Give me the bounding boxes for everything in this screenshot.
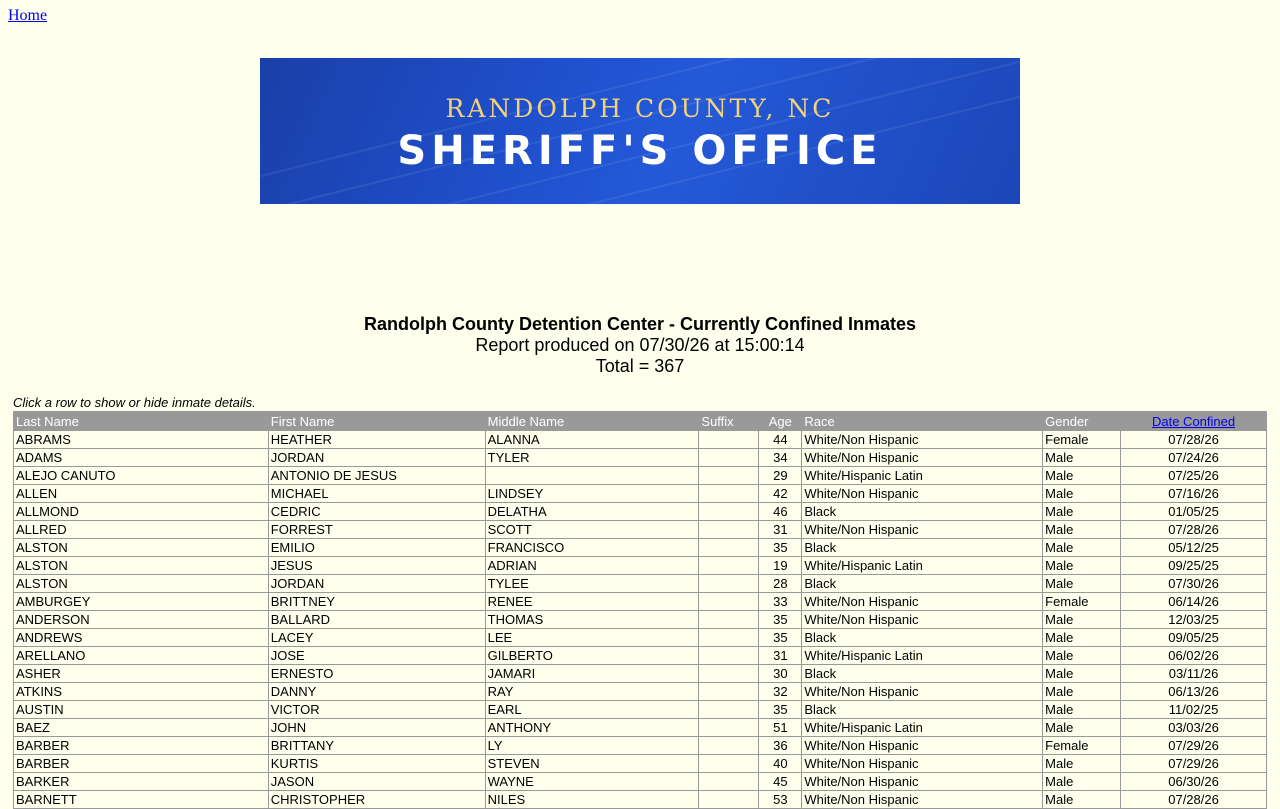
cell-gender: Male <box>1043 611 1121 629</box>
cell-first-name: KURTIS <box>268 755 485 773</box>
table-row[interactable] <box>14 539 1267 557</box>
cell-age: 28 <box>759 575 802 593</box>
table-row[interactable] <box>14 593 1267 611</box>
cell-last-name: ALSTON <box>14 557 269 575</box>
cell-date-confined: 09/25/25 <box>1121 557 1267 575</box>
cell-last-name: ANDERSON <box>14 611 269 629</box>
cell-middle-name: LINDSEY <box>485 485 699 503</box>
cell-race: White/Non Hispanic <box>802 773 1043 791</box>
cell-suffix <box>699 575 759 593</box>
cell-race: White/Non Hispanic <box>802 593 1043 611</box>
inmates-table-body <box>14 431 1267 809</box>
cell-suffix <box>699 773 759 791</box>
cell-middle-name: TYLER <box>485 449 699 467</box>
cell-date-confined: 07/29/26 <box>1121 737 1267 755</box>
report-produced: Report produced on 07/30/26 at 15:00:14 <box>475 335 805 355</box>
cell-gender: Male <box>1043 485 1121 503</box>
cell-first-name: VICTOR <box>268 701 485 719</box>
cell-age: 51 <box>759 719 802 737</box>
cell-gender: Female <box>1043 593 1121 611</box>
table-row[interactable] <box>14 521 1267 539</box>
cell-date-confined: 06/14/26 <box>1121 593 1267 611</box>
table-row[interactable] <box>14 611 1267 629</box>
cell-last-name: ALLEN <box>14 485 269 503</box>
cell-suffix <box>699 611 759 629</box>
cell-race: White/Hispanic Latin <box>802 647 1043 665</box>
cell-gender: Male <box>1043 503 1121 521</box>
cell-first-name: JESUS <box>268 557 485 575</box>
cell-gender: Male <box>1043 647 1121 665</box>
cell-date-confined: 07/24/26 <box>1121 449 1267 467</box>
cell-race: White/Hispanic Latin <box>802 557 1043 575</box>
table-row[interactable] <box>14 647 1267 665</box>
cell-age: 33 <box>759 593 802 611</box>
cell-gender: Male <box>1043 773 1121 791</box>
cell-date-confined: 07/28/26 <box>1121 521 1267 539</box>
cell-first-name: FORREST <box>268 521 485 539</box>
cell-age: 44 <box>759 431 802 449</box>
cell-suffix <box>699 683 759 701</box>
cell-date-confined: 07/28/26 <box>1121 431 1267 449</box>
cell-last-name: ATKINS <box>14 683 269 701</box>
cell-race: White/Non Hispanic <box>802 485 1043 503</box>
cell-race: White/Non Hispanic <box>802 755 1043 773</box>
inmates-table <box>13 411 1267 809</box>
cell-race: White/Hispanic Latin <box>802 719 1043 737</box>
cell-last-name: BARBER <box>14 755 269 773</box>
col-suffix: Suffix <box>699 412 759 431</box>
table-row[interactable] <box>14 575 1267 593</box>
cell-race: Black <box>802 665 1043 683</box>
cell-first-name: ANTONIO DE JESUS <box>268 467 485 485</box>
cell-age: 53 <box>759 791 802 809</box>
cell-middle-name: DELATHA <box>485 503 699 521</box>
cell-age: 35 <box>759 629 802 647</box>
cell-race: White/Hispanic Latin <box>802 467 1043 485</box>
cell-date-confined: 07/29/26 <box>1121 755 1267 773</box>
cell-date-confined: 09/05/25 <box>1121 629 1267 647</box>
cell-suffix <box>699 485 759 503</box>
cell-age: 46 <box>759 503 802 521</box>
cell-date-confined: 07/25/26 <box>1121 467 1267 485</box>
cell-race: Black <box>802 629 1043 647</box>
table-row[interactable] <box>14 629 1267 647</box>
col-date-confined <box>1121 412 1267 431</box>
table-row[interactable] <box>14 431 1267 449</box>
cell-first-name: JORDAN <box>268 449 485 467</box>
cell-race: Black <box>802 701 1043 719</box>
cell-last-name: ANDREWS <box>14 629 269 647</box>
cell-date-confined: 07/30/26 <box>1121 575 1267 593</box>
cell-age: 42 <box>759 485 802 503</box>
table-header-row <box>14 412 1267 431</box>
cell-last-name: BAEZ <box>14 719 269 737</box>
cell-suffix <box>699 719 759 737</box>
table-row[interactable] <box>14 737 1267 755</box>
cell-middle-name: ANTHONY <box>485 719 699 737</box>
col-gender: Gender <box>1043 412 1121 431</box>
cell-middle-name: STEVEN <box>485 755 699 773</box>
cell-middle-name: THOMAS <box>485 611 699 629</box>
cell-race: White/Non Hispanic <box>802 449 1043 467</box>
cell-age: 19 <box>759 557 802 575</box>
table-row[interactable] <box>14 467 1267 485</box>
cell-middle-name: GILBERTO <box>485 647 699 665</box>
cell-last-name: BARBER <box>14 737 269 755</box>
cell-suffix <box>699 737 759 755</box>
cell-race: White/Non Hispanic <box>802 737 1043 755</box>
cell-suffix <box>699 755 759 773</box>
table-row[interactable] <box>14 701 1267 719</box>
cell-race: Black <box>802 503 1043 521</box>
cell-first-name: BRITTNEY <box>268 593 485 611</box>
cell-suffix <box>699 521 759 539</box>
cell-middle-name: FRANCISCO <box>485 539 699 557</box>
table-row[interactable] <box>14 755 1267 773</box>
cell-race: White/Non Hispanic <box>802 431 1043 449</box>
cell-first-name: EMILIO <box>268 539 485 557</box>
table-row[interactable] <box>14 449 1267 467</box>
cell-first-name: JASON <box>268 773 485 791</box>
cell-first-name: JORDAN <box>268 575 485 593</box>
cell-last-name: ARELLANO <box>14 647 269 665</box>
table-row[interactable] <box>14 557 1267 575</box>
table-row[interactable] <box>14 665 1267 683</box>
cell-suffix <box>699 629 759 647</box>
cell-age: 30 <box>759 665 802 683</box>
cell-race: Black <box>802 539 1043 557</box>
cell-first-name: BALLARD <box>268 611 485 629</box>
cell-last-name: ALSTON <box>14 575 269 593</box>
cell-last-name: ALSTON <box>14 539 269 557</box>
cell-first-name: HEATHER <box>268 431 485 449</box>
cell-last-name: BARNETT <box>14 791 269 809</box>
cell-last-name: AUSTIN <box>14 701 269 719</box>
home-link[interactable]: Home <box>8 7 48 24</box>
cell-date-confined: 07/28/26 <box>1121 791 1267 809</box>
banner-county: RANDOLPH COUNTY, NC <box>445 94 835 123</box>
cell-first-name: CHRISTOPHER <box>268 791 485 809</box>
cell-age: 32 <box>759 683 802 701</box>
cell-suffix <box>699 557 759 575</box>
cell-suffix <box>699 449 759 467</box>
row-click-hint: Click a row to show or hide inmate details. <box>13 395 256 410</box>
cell-date-confined: 05/12/25 <box>1121 539 1267 557</box>
cell-suffix <box>699 539 759 557</box>
cell-gender: Male <box>1043 755 1121 773</box>
cell-suffix <box>699 467 759 485</box>
cell-gender: Male <box>1043 719 1121 737</box>
cell-first-name: ERNESTO <box>268 665 485 683</box>
cell-suffix <box>699 647 759 665</box>
cell-middle-name: EARL <box>485 701 699 719</box>
table-row[interactable] <box>14 503 1267 521</box>
cell-suffix <box>699 431 759 449</box>
cell-gender: Male <box>1043 557 1121 575</box>
sort-date-confined-link[interactable]: Date Confined <box>1151 413 1236 429</box>
cell-age: 31 <box>759 521 802 539</box>
cell-first-name: JOHN <box>268 719 485 737</box>
cell-gender: Male <box>1043 521 1121 539</box>
cell-gender: Male <box>1043 701 1121 719</box>
sheriff-banner <box>260 58 1020 204</box>
cell-first-name: CEDRIC <box>268 503 485 521</box>
cell-gender: Male <box>1043 665 1121 683</box>
cell-gender: Male <box>1043 575 1121 593</box>
cell-age: 35 <box>759 611 802 629</box>
cell-gender: Male <box>1043 449 1121 467</box>
cell-first-name: DANNY <box>268 683 485 701</box>
cell-middle-name: WAYNE <box>485 773 699 791</box>
cell-gender: Male <box>1043 629 1121 647</box>
cell-first-name: BRITTANY <box>268 737 485 755</box>
col-last-name: Last Name <box>14 412 269 431</box>
cell-last-name: AMBURGEY <box>14 593 269 611</box>
cell-age: 36 <box>759 737 802 755</box>
cell-middle-name: RAY <box>485 683 699 701</box>
cell-date-confined: 12/03/25 <box>1121 611 1267 629</box>
cell-middle-name: JAMARI <box>485 665 699 683</box>
cell-middle-name: NILES <box>485 791 699 809</box>
cell-age: 35 <box>759 701 802 719</box>
cell-last-name: BARKER <box>14 773 269 791</box>
cell-race: White/Non Hispanic <box>802 611 1043 629</box>
table-row[interactable] <box>14 773 1267 791</box>
cell-middle-name: SCOTT <box>485 521 699 539</box>
cell-date-confined: 03/03/26 <box>1121 719 1267 737</box>
report-total: Total = 367 <box>595 356 685 376</box>
cell-age: 40 <box>759 755 802 773</box>
cell-gender: Male <box>1043 539 1121 557</box>
cell-first-name: LACEY <box>268 629 485 647</box>
cell-first-name: MICHAEL <box>268 485 485 503</box>
cell-last-name: ALLMOND <box>14 503 269 521</box>
col-age: Age <box>759 412 802 431</box>
cell-age: 31 <box>759 647 802 665</box>
cell-age: 45 <box>759 773 802 791</box>
cell-middle-name: RENEE <box>485 593 699 611</box>
cell-race: Black <box>802 575 1043 593</box>
cell-date-confined: 06/13/26 <box>1121 683 1267 701</box>
cell-last-name: ABRAMS <box>14 431 269 449</box>
cell-last-name: ALEJO CANUTO <box>14 467 269 485</box>
cell-suffix <box>699 593 759 611</box>
cell-race: White/Non Hispanic <box>802 683 1043 701</box>
cell-suffix <box>699 503 759 521</box>
cell-gender: Male <box>1043 683 1121 701</box>
cell-suffix <box>699 665 759 683</box>
cell-date-confined: 07/16/26 <box>1121 485 1267 503</box>
banner-office: SHERIFF'S OFFICE <box>397 128 883 174</box>
table-row[interactable] <box>14 683 1267 701</box>
cell-middle-name: ADRIAN <box>485 557 699 575</box>
cell-gender: Male <box>1043 467 1121 485</box>
cell-date-confined: 01/05/25 <box>1121 503 1267 521</box>
cell-middle-name <box>485 467 699 485</box>
cell-suffix <box>699 701 759 719</box>
cell-last-name: ALLRED <box>14 521 269 539</box>
cell-date-confined: 11/02/25 <box>1121 701 1267 719</box>
table-row[interactable] <box>14 719 1267 737</box>
cell-middle-name: ALANNA <box>485 431 699 449</box>
col-race: Race <box>802 412 1043 431</box>
table-row[interactable] <box>14 485 1267 503</box>
report-title: Randolph County Detention Center - Currently Confined Inmates <box>363 314 916 334</box>
cell-age: 34 <box>759 449 802 467</box>
cell-date-confined: 06/30/26 <box>1121 773 1267 791</box>
cell-gender: Female <box>1043 737 1121 755</box>
cell-race: White/Non Hispanic <box>802 521 1043 539</box>
cell-gender: Female <box>1043 431 1121 449</box>
cell-last-name: ASHER <box>14 665 269 683</box>
col-first-name: First Name <box>268 412 485 431</box>
cell-middle-name: LY <box>485 737 699 755</box>
cell-middle-name: TYLEE <box>485 575 699 593</box>
cell-gender: Male <box>1043 791 1121 809</box>
cell-age: 29 <box>759 467 802 485</box>
cell-age: 35 <box>759 539 802 557</box>
report-header <box>0 314 1280 377</box>
col-middle-name: Middle Name <box>485 412 699 431</box>
cell-last-name: ADAMS <box>14 449 269 467</box>
cell-first-name: JOSE <box>268 647 485 665</box>
cell-date-confined: 03/11/26 <box>1121 665 1267 683</box>
cell-date-confined: 06/02/26 <box>1121 647 1267 665</box>
cell-race: White/Non Hispanic <box>802 791 1043 809</box>
cell-middle-name: LEE <box>485 629 699 647</box>
